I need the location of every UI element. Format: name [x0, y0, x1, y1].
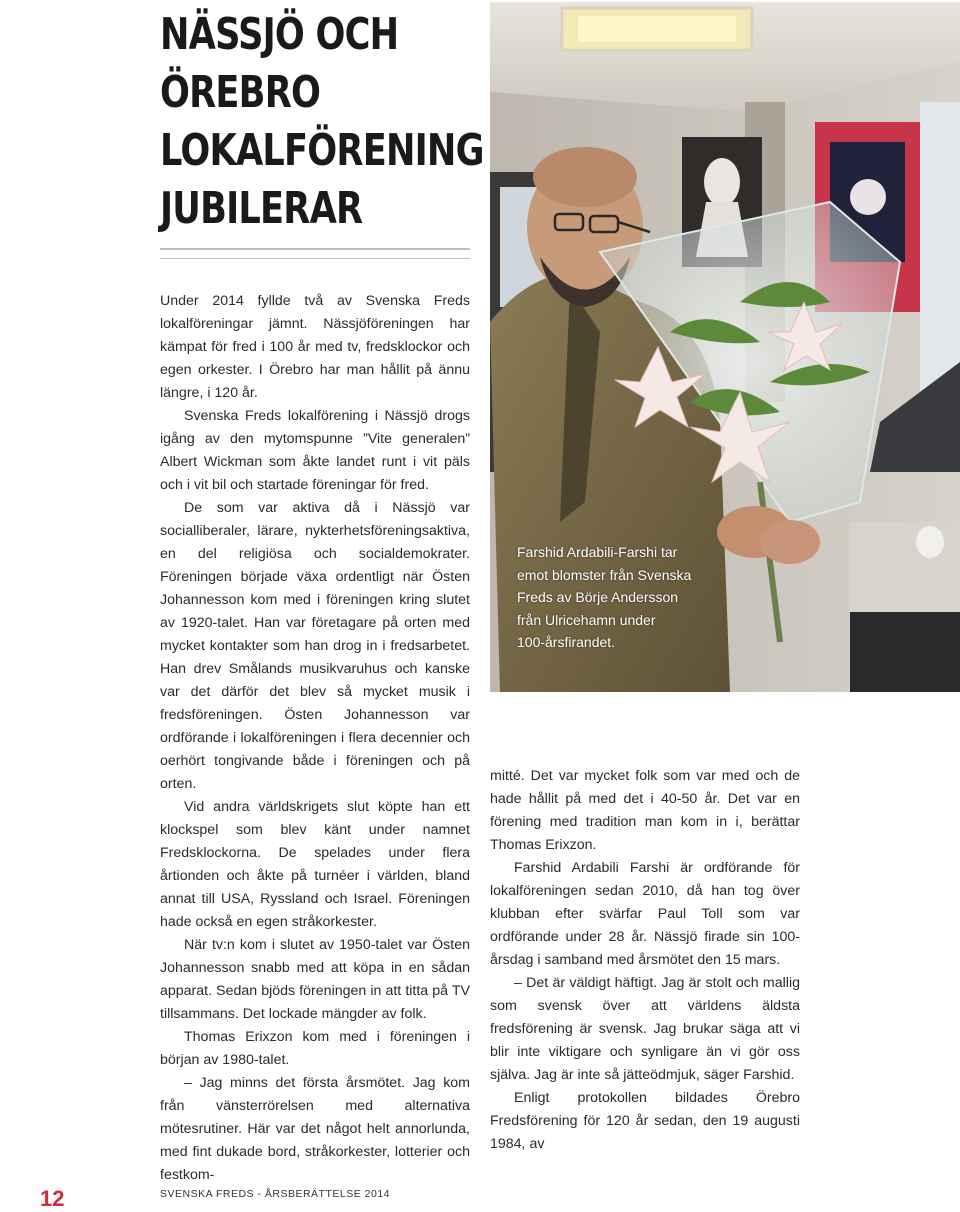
headline-line: LOKALFÖRENING: [160, 125, 484, 176]
caption-line: 100-årsfirandet.: [517, 634, 616, 650]
paragraph: Svenska Freds lokalförening i Nässjö drogs igång av den mytomspunne ”Vite generalen” Albert Wickman som åkte landet runt i vit päls och i vit bil och startade föreningar för fred.: [160, 408, 470, 493]
headline-line: JUBILERAR: [160, 183, 363, 234]
article-body-right: [490, 765, 800, 1156]
headline-line: ÖREBRO: [160, 67, 321, 118]
paragraph: Thomas Erixzon kom med i föreningen i början av 1980-talet.: [160, 1029, 470, 1068]
paragraph: Vid andra världskrigets slut köpte han ett klockspel som blev känt under namnet Fredsklockorna. De spelades under flera årtionden och åkte på turnéer i världen, bland annat till USA, Ryssland och Israel. Föreningen hade också en egen stråkorkester.: [160, 799, 470, 930]
paragraph: De som var aktiva då i Nässjö var socialliberaler, lärare, nykterhetsföreningsaktiva, en del religiösa och socialdemokrater. Föreningen började växa ordentligt när Östen Johannesson kom med i föreningen kring slutet av 1920-talet. Han var företagare på orten med mycket kontakter som han drog in i fredsarbetet. Han drev Smålands musikvaruhus och kanske var det därför det blev så mycket musik i fredsföreningen. Östen Johannesson var ordförande i lokalföreningen i flera decennier och oerhört tongivande både i föreningen och på orten.: [160, 500, 470, 792]
paragraph: mitté. Det var mycket folk som var med och de hade hållit på med det i 40-50 år. Det var en förening med tradition man kom in i, berättar Thomas Erixzon.: [490, 768, 800, 853]
caption-line: Farshid Ardabili-Farshi tar: [517, 544, 678, 560]
article-body-left: [160, 290, 470, 1187]
paragraph: – Jag minns det första årsmötet. Jag kom från vänsterrörelsen med alternativa mötesrutiner. Här var det något helt annorlunda, med fint dukade bord, stråkorkester, lotterier och festkom-: [160, 1075, 470, 1183]
headline-divider-thin: [160, 258, 470, 259]
paragraph: – Det är väldigt häftigt. Jag är stolt och mallig som svensk över att världens äldsta fredsförening är svensk. Jag brukar säga att vi blir inte viktigare och synligare än vi gör oss själva. Jag är inte så jätteödmjuk, säger Farshid.: [490, 975, 800, 1083]
paragraph: Enligt protokollen bildades Örebro Fredsförening för 120 år sedan, den 19 augusti 1984, av: [490, 1090, 800, 1152]
caption-line: från Ulricehamn under: [517, 611, 656, 628]
article-headline: [160, 6, 484, 238]
headline-line: NÄSSJÖ OCH: [160, 9, 399, 60]
photo-caption: [517, 541, 727, 654]
caption-line: Freds av Börje Andersson: [517, 589, 679, 605]
caption-line: emot blomster från Svenska: [517, 566, 692, 583]
paragraph: Farshid Ardabili Farshi är ordförande för lokalföreningen sedan 2010, då han tog över klubban efter svärfar Paul Toll som var ordförande under 28 år. Nässjö firade sin 100-årsdag i samband med årsmötet den 15 mars.: [490, 860, 800, 968]
paragraph: När tv:n kom i slutet av 1950-talet var Östen Johannesson snabb med att köpa in en sådan apparat. Sedan bjöds föreningen in att titta på TV tillsammans. Det lockade mängder av folk.: [160, 937, 470, 1022]
headline-divider: [160, 248, 470, 250]
paragraph: Under 2014 fyllde två av Svenska Freds lokalföreningar jämnt. Nässjöföreningen har kämpat för fred i 100 år med tv, fredsklockor och egen orkester. I Örebro har man hållit på ännu längre, i 120 år.: [160, 293, 470, 401]
publication-footer: SVENSKA FREDS - ÅRSBERÄTTELSE 2014: [160, 1188, 390, 1200]
page-number: 12: [40, 1186, 65, 1211]
